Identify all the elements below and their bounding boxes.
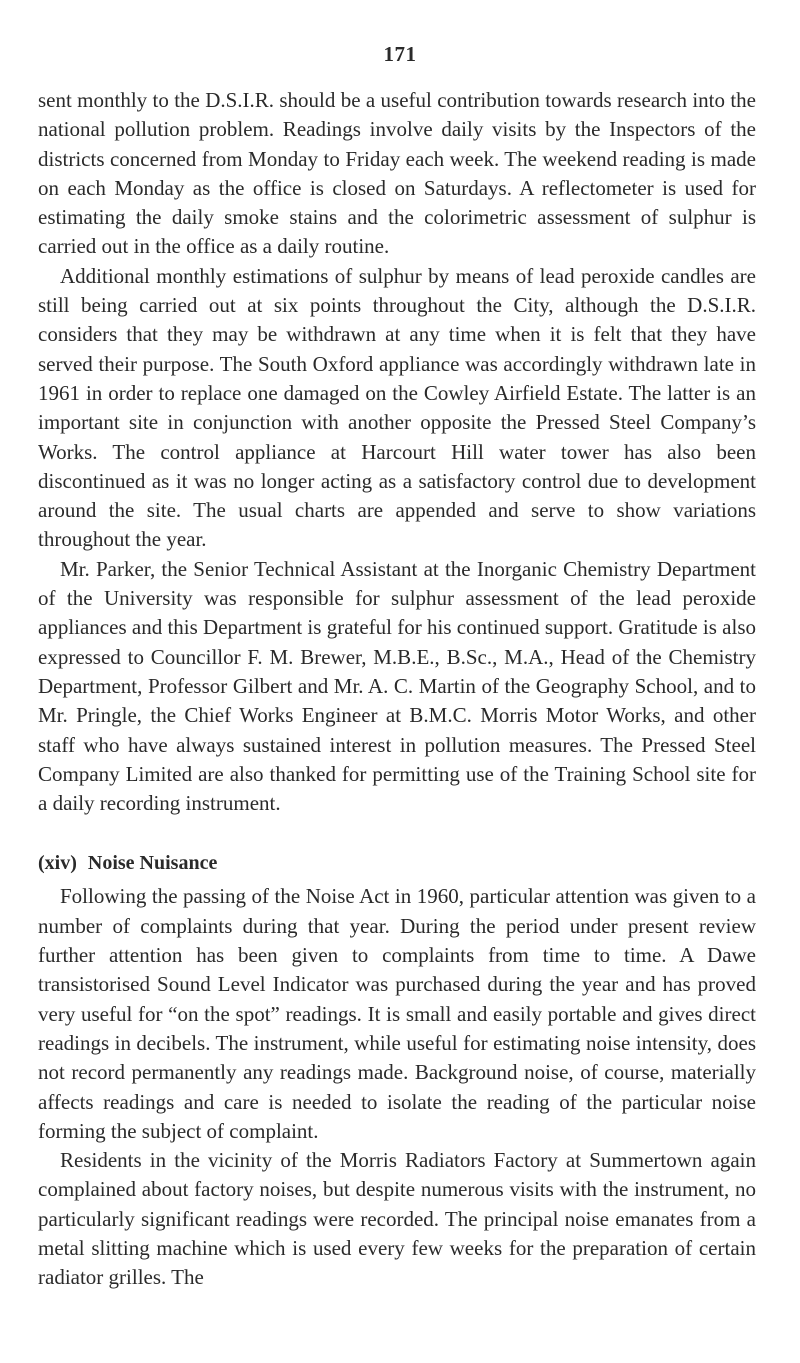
section-number: (xiv) [38, 852, 77, 875]
body-paragraph-3: Mr. Parker, the Senior Technical Assistant at the Inorganic Chemistry Department of the University was responsible for sulphur assessment of the lead peroxide appliances and this Department is grateful for his continued support. Gratitude is also expressed to Councillor F. M. Brewer, M.B.E., B.Sc., M.A., Head of the Chemistry Department, Professor Gilbert and Mr. A. C. Martin of the Geography School, and to Mr. Pringle, the Chief Works Engineer at B.M.C. Morris Motor Works, and other staff who have always sustained interest in pollution measures. The Pressed Steel Company Limited are also thanked for permitting use of the Training School site for a daily recording instrument. [38, 556, 756, 816]
body-paragraph-1: sent monthly to the D.S.I.R. should be a useful contribution towards research into the national pollution problem. Readings involve daily visits by the Inspectors of the districts concerned from Monday to Friday each week. The weekend reading is made on each Monday as the office is closed on Saturdays. A reflectometer is used for estimating the daily smoke stains and the colorimetric assessment of sulphur is carried out in the office as a daily routine. [38, 88, 756, 259]
page-content [38, 86, 756, 1293]
section-heading [38, 849, 756, 877]
section-title: Noise Nuisance [87, 852, 218, 875]
body-paragraph-2: Additional monthly estimations of sulphur by means of lead peroxide candles are still being carried out at six points throughout the City, although the D.S.I.R. considers that they may be withdrawn at any time when it is felt that they have served their purpose. The South Oxford appliance was accordingly withdrawn late in 1961 in order to replace one damaged on the Cowley Airfield Estate. The latter is an important site in conjunction with another opposite the Pressed Steel Company’s Works. The control appliance at Harcourt Hill water tower has also been discontinued as it was no longer acting as a satisfactory control due to development around the site. The usual charts are appended and serve to show variations throughout the year. [38, 263, 756, 552]
section-paragraph-2: Residents in the vicinity of the Morris Radiators Factory at Summertown again complained about factory noises, but despite numerous visits with the instrument, no particularly significant readings were recorded. The principal noise emanates from a metal slitting machine which is used every few weeks for the preparation of certain radiator grilles. The [38, 1148, 756, 1290]
page-number: 171 [383, 42, 417, 66]
section-paragraph-1: Following the passing of the Noise Act in 1960, particular attention was given to a number of complaints during that year. During the period under present review further attention has been given to complaints from time to time. A Dawe transistorised Sound Level Indicator was purchased during the year and has proved very useful for “on the spot” readings. It is small and easily portable and gives direct readings in decibels. The instrument, while useful for estimating noise intensity, does not record permanently any readings made. Background noise, of course, materially affects readings and care is needed to isolate the reading of the particular noise forming the subject of complaint. [38, 884, 756, 1143]
